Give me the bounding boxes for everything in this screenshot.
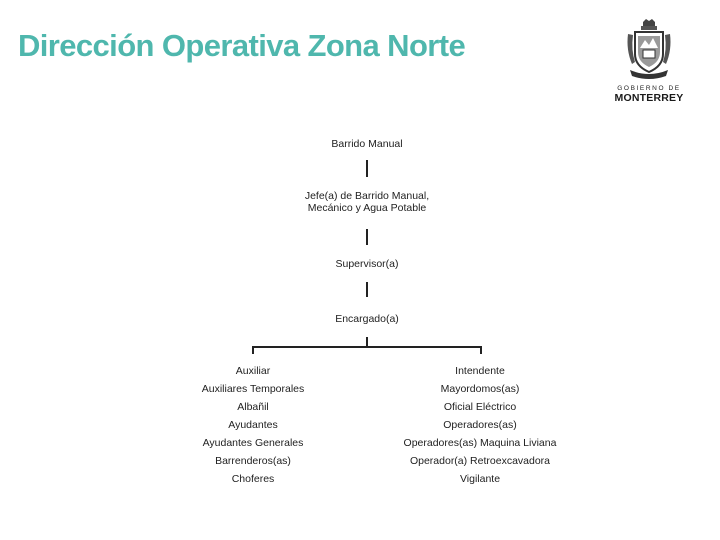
list-item: Mayordomos(as) xyxy=(440,383,520,395)
node-encargado: Encargado(a) xyxy=(335,313,399,325)
list-item: Barrenderos(as) xyxy=(215,455,291,467)
list-item: Ayudantes xyxy=(228,419,278,431)
branch-left-drop xyxy=(252,346,254,354)
connector-1 xyxy=(366,160,368,177)
node-jefe-line-1: Jefe(a) de Barrido Manual, xyxy=(304,190,430,202)
monterrey-coat-of-arms-icon xyxy=(626,18,672,82)
logo-text-gobierno: GOBIERNO DE xyxy=(617,85,681,92)
list-item: Choferes xyxy=(231,473,275,485)
list-item: Ayudantes Generales xyxy=(202,437,304,449)
list-item: Operadores(as) xyxy=(443,419,517,431)
group-left xyxy=(153,362,353,488)
node-barrido-manual: Barrido Manual xyxy=(331,138,403,150)
node-jefe xyxy=(247,190,487,214)
logo-text-monterrey: MONTERREY xyxy=(614,92,684,104)
list-item: Oficial Eléctrico xyxy=(443,401,517,413)
list-item: Auxiliares Temporales xyxy=(201,383,305,395)
list-item: Operadores(as) Maquina Liviana xyxy=(403,437,557,449)
connector-3 xyxy=(366,282,368,297)
connector-2 xyxy=(366,229,368,245)
page-title: Dirección Operativa Zona Norte xyxy=(18,28,466,63)
list-item: Albañil xyxy=(237,401,269,413)
branch-right-drop xyxy=(480,346,482,354)
list-item: Auxiliar xyxy=(235,365,271,377)
branch-bar xyxy=(252,346,482,348)
group-right xyxy=(370,362,590,488)
list-item: Operador(a) Retroexcavadora xyxy=(409,455,551,467)
node-jefe-line-2: Mecánico y Agua Potable xyxy=(307,202,427,214)
list-item: Vigilante xyxy=(459,473,501,485)
logo xyxy=(608,18,690,104)
list-item: Intendente xyxy=(455,365,505,377)
node-supervisor: Supervisor(a) xyxy=(335,258,399,270)
